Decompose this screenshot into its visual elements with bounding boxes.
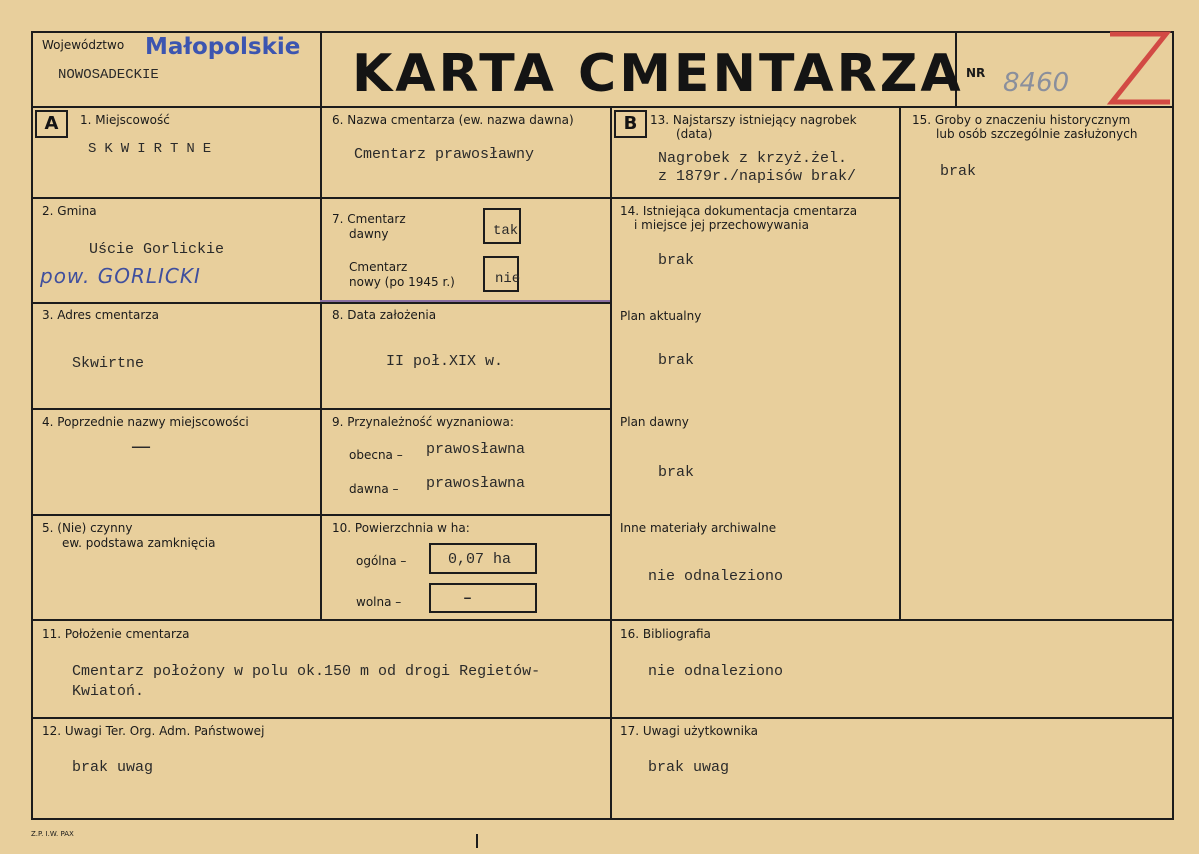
row-div-a4 [31, 514, 322, 516]
f13-label-2: (data) [676, 127, 713, 141]
f6-value: Cmentarz prawosławny [354, 146, 535, 163]
voivodeship-label: Województwo [42, 38, 125, 52]
f12-value: brak uwag [72, 759, 154, 776]
row-div-a2 [31, 302, 322, 304]
f1-value: SKWIRTNE [88, 141, 220, 157]
f9-current-label: obecna – [349, 448, 403, 462]
f12-label: 12. Uwagi Ter. Org. Adm. Państwowej [42, 724, 265, 738]
f7-old-value: tak [493, 223, 519, 239]
card-title: KARTA CMENTARZA [352, 44, 964, 104]
row-div-a1 [31, 197, 322, 199]
voivodeship-typed: NOWOSADECKIE [58, 67, 159, 83]
f9-current-value: prawosławna [426, 441, 526, 458]
fold-tick [476, 834, 478, 848]
f5-label-1: 5. (Nie) czynny [42, 521, 133, 535]
f2-handwritten: pow. GORLICKI [40, 264, 201, 288]
f13-label-1: 13. Najstarszy istniejący nagrobek [650, 113, 857, 127]
f17-label: 17. Uwagi użytkownika [620, 724, 759, 738]
f17-value: brak uwag [648, 759, 730, 776]
archive-value: nie odnaleziono [648, 568, 784, 585]
f10-label: 10. Powierzchnia w ha: [332, 521, 470, 535]
f14-label-1: 14. Istniejąca dokumentacja cmentarza [620, 204, 858, 218]
f10-total-value: 0,07 ha [448, 551, 512, 568]
row-div-c1 [610, 197, 901, 199]
f8-label: 8. Data założenia [332, 308, 437, 322]
row-div-b1 [320, 197, 612, 199]
f9-label: 9. Przynależność wyznaniowa: [332, 415, 514, 429]
f10-total-label: ogólna – [356, 554, 407, 568]
col-divider-2 [610, 106, 612, 818]
f7-new-value: nie [495, 271, 521, 287]
frame-top [31, 31, 1174, 33]
f15-label-1: 15. Groby o znaczeniu historycznym [912, 113, 1131, 127]
header-v1 [320, 31, 322, 108]
col-divider-3 [899, 106, 901, 620]
f11-value-2: Kwiatoń. [72, 683, 145, 700]
plan-current-label: Plan aktualny [620, 309, 702, 323]
f15-label-2: lub osób szczególnie zasłużonych [936, 127, 1138, 141]
plan-current-value: brak [658, 352, 695, 369]
nr-value: 8460 [1003, 68, 1070, 98]
f1-label: 1. Miejscowość [80, 113, 170, 127]
f3-value: Skwirtne [72, 355, 145, 372]
voivodeship-stamp: Małopolskie [145, 34, 301, 60]
f2-label: 2. Gmina [42, 204, 97, 218]
printer-mark: Z.P. I.W. PAX [31, 830, 74, 838]
f9-former-value: prawosławna [426, 475, 526, 492]
f7-old-label-1: 7. Cmentarz [332, 212, 406, 226]
f6-label: 6. Nazwa cmentarza (ew. nazwa dawna) [332, 113, 574, 127]
f10-free-box [429, 583, 537, 613]
f7-new-label-2: nowy (po 1945 r.) [349, 275, 455, 289]
nr-label: NR [966, 66, 986, 80]
f2-value: Uście Gorlickie [89, 241, 225, 258]
f4-value: —— [132, 439, 151, 456]
frame-bottom [31, 818, 1174, 820]
row-div-b2 [320, 302, 612, 304]
f14-label-2: i miejsce jej przechowywania [634, 218, 809, 232]
col-divider-1 [320, 106, 322, 620]
header-divider [31, 106, 1174, 108]
archive-label: Inne materiały archiwalne [620, 521, 777, 535]
f10-free-label: wolna – [356, 595, 402, 609]
section-a-letter: A [44, 113, 59, 134]
f16-value: nie odnaleziono [648, 663, 784, 680]
f9-former-label: dawna – [349, 482, 399, 496]
category-z-mark [1100, 26, 1174, 110]
f5-label-2: ew. podstawa zamknięcia [62, 536, 216, 550]
row-div-a3 [31, 408, 322, 410]
f13-value-2: z 1879r./napisów brak/ [658, 168, 857, 185]
f15-value: brak [940, 163, 977, 180]
f16-label: 16. Bibliografia [620, 627, 711, 641]
f7-old-label-2: dawny [349, 227, 389, 241]
row-div-full-1 [31, 619, 1174, 621]
frame-right [1172, 31, 1174, 820]
f11-label: 11. Położenie cmentarza [42, 627, 190, 641]
f3-label: 3. Adres cmentarza [42, 308, 159, 322]
plan-old-label: Plan dawny [620, 415, 689, 429]
f14-value: brak [658, 252, 695, 269]
plan-old-value: brak [658, 464, 695, 481]
f7-new-label-1: Cmentarz [349, 260, 408, 274]
f4-label: 4. Poprzednie nazwy miejscowości [42, 415, 249, 429]
f13-value-1: Nagrobek z krzyż.żel. [658, 150, 848, 167]
section-b-letter: B [623, 113, 638, 134]
row-div-b4 [320, 514, 612, 516]
f10-free-value: – [463, 590, 473, 607]
frame-left [31, 31, 33, 820]
purple-underline [320, 300, 610, 302]
f8-value: II poł.XIX w. [386, 353, 504, 370]
row-div-full-2 [31, 717, 1174, 719]
row-div-b3 [320, 408, 612, 410]
f11-value-1: Cmentarz położony w polu ok.150 m od drogi Regietów- [72, 663, 541, 680]
